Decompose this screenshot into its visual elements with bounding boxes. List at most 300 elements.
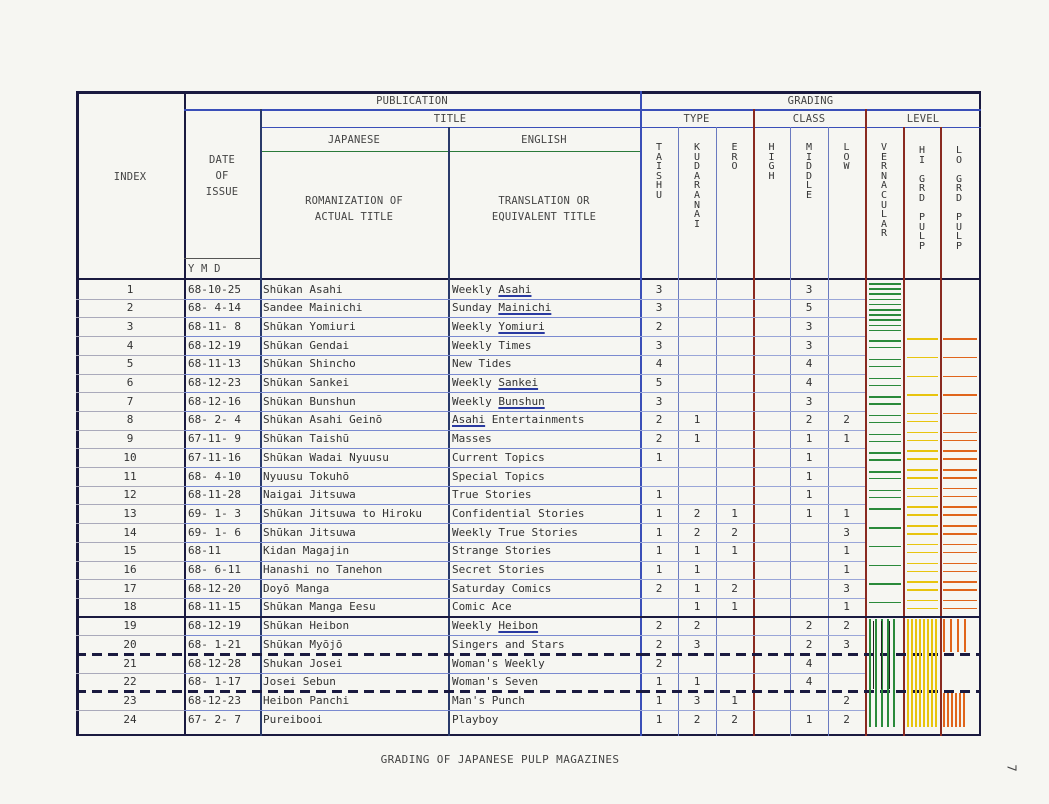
row-taishu: 3 bbox=[655, 338, 663, 352]
lo-grade-mark bbox=[943, 552, 977, 554]
row-english-title: Woman's Seven bbox=[452, 675, 539, 689]
row-separator-index bbox=[76, 467, 184, 468]
row-date: 69- 1- 6 bbox=[188, 525, 241, 539]
row-english-title: Weekly Times bbox=[452, 338, 532, 352]
vernacular-mark bbox=[869, 378, 901, 380]
row-japanese-title: Shūkan Heibon bbox=[263, 619, 350, 633]
row-dashed-separator bbox=[76, 690, 640, 693]
row-separator-grading bbox=[640, 374, 865, 375]
hi-grd-pulp-col-label: H I G R D P U L P bbox=[918, 145, 926, 252]
row-index: 2 bbox=[126, 301, 134, 315]
row-taishu: 5 bbox=[655, 376, 663, 389]
row-english-title: True Stories bbox=[452, 488, 532, 502]
japanese-header: JAPANESE bbox=[327, 134, 381, 146]
row-date: 67-11-16 bbox=[188, 450, 241, 464]
vernacular-mark bbox=[869, 340, 901, 342]
row-english-title: Playboy bbox=[452, 712, 499, 726]
row-taishu: 1 bbox=[655, 506, 663, 520]
hi-grade-mark bbox=[907, 394, 938, 396]
row-english-title: Strange Stories bbox=[452, 544, 552, 558]
row-index: 12 bbox=[123, 488, 137, 502]
row-date: 68-11-13 bbox=[188, 357, 241, 371]
lo-grade-mark bbox=[943, 563, 977, 565]
row-date: 68-12-23 bbox=[188, 693, 241, 707]
row-date: 68-12-19 bbox=[188, 338, 241, 352]
row-separator bbox=[184, 486, 640, 487]
row-english-title: Weekly Yomiuri bbox=[452, 319, 545, 333]
row-separator-grading bbox=[640, 542, 865, 543]
type-subdivider-1 bbox=[716, 127, 717, 736]
row-separator-grading bbox=[640, 336, 865, 337]
row-middle: 3 bbox=[805, 394, 813, 408]
lo-grade-mark bbox=[943, 450, 977, 452]
row-kudaranai: 3 bbox=[693, 693, 701, 707]
row-english-title: Sunday Mainichi bbox=[452, 301, 552, 315]
col-divider-level bbox=[865, 109, 867, 736]
row-separator-index bbox=[76, 523, 184, 524]
row-index: 1 bbox=[126, 282, 134, 296]
row-middle: 1 bbox=[805, 712, 813, 726]
row-index: 4 bbox=[126, 338, 134, 352]
vernacular-mark bbox=[869, 304, 901, 306]
lo-grade-stroke bbox=[947, 693, 949, 726]
hi-grade-mark bbox=[907, 477, 938, 479]
row-taishu: 1 bbox=[655, 544, 663, 558]
vernacular-mark bbox=[869, 288, 901, 290]
row-date: 68- 1-17 bbox=[188, 675, 241, 689]
hi-grade-mark bbox=[907, 376, 938, 378]
row-japanese-title: Shūkan Asahi Geinō bbox=[263, 413, 383, 427]
row-separator-index bbox=[76, 355, 184, 356]
vernacular-mark bbox=[869, 415, 901, 417]
row-separator-grading bbox=[640, 317, 865, 318]
row-ero: 2 bbox=[731, 581, 738, 595]
row-english-title: Woman's Weekly bbox=[452, 656, 545, 670]
row-japanese-title: Shūkan Bunshun bbox=[263, 394, 356, 408]
vernacular-mark bbox=[869, 347, 901, 348]
row-english-title: Saturday Comics bbox=[452, 581, 552, 595]
row-japanese-title: Naigai Jitsuwa bbox=[263, 488, 356, 502]
hi-grade-mark bbox=[907, 514, 938, 516]
row-separator-index bbox=[76, 579, 184, 580]
lo-grade-mark bbox=[943, 432, 977, 434]
vernacular-mark bbox=[869, 403, 901, 404]
vernacular-ink-stroke bbox=[873, 621, 874, 690]
row-taishu: 1 bbox=[655, 675, 663, 689]
low-col-label: L O W bbox=[843, 142, 850, 173]
row-separator-index bbox=[76, 504, 184, 505]
row-separator-index bbox=[76, 374, 184, 375]
row-japanese-title: Shukan Josei bbox=[263, 656, 343, 670]
vernacular-mark bbox=[869, 309, 901, 311]
row-taishu: 2 bbox=[655, 656, 663, 670]
jp-en-rule bbox=[260, 151, 640, 152]
row-index: 14 bbox=[123, 525, 137, 539]
vernacular-mark bbox=[869, 283, 901, 285]
lo-grade-mark bbox=[943, 533, 977, 535]
date-header-line1: DATE bbox=[208, 154, 236, 166]
level-header: LEVEL bbox=[906, 113, 940, 125]
row-separator-grading bbox=[640, 448, 865, 449]
row-middle: 3 bbox=[805, 338, 813, 352]
row-date: 68-11- 8 bbox=[188, 319, 241, 333]
row-separator-index bbox=[76, 448, 184, 449]
row-index: 22 bbox=[123, 675, 137, 689]
row-middle: 3 bbox=[805, 319, 813, 333]
row-taishu: 1 bbox=[655, 488, 663, 502]
row-taishu: 2 bbox=[655, 319, 663, 333]
row-separator-grading bbox=[640, 579, 865, 580]
row-index: 8 bbox=[126, 413, 134, 427]
row-japanese-title: Shūkan Sankei bbox=[263, 376, 350, 389]
row-separator-index bbox=[76, 299, 184, 300]
row-index: 24 bbox=[123, 712, 137, 726]
lo-grade-mark bbox=[943, 357, 977, 359]
outer-border-right bbox=[979, 91, 982, 736]
row-middle: 1 bbox=[805, 432, 813, 446]
hi-grade-stroke bbox=[931, 619, 933, 727]
vernacular-mark bbox=[869, 434, 901, 436]
lo-grade-mark bbox=[943, 544, 977, 546]
row-separator bbox=[184, 598, 640, 599]
hi-grade-mark bbox=[907, 421, 938, 423]
row-japanese-title: Shūkan Jitsuwa bbox=[263, 525, 356, 539]
hi-grade-mark bbox=[907, 589, 938, 591]
row-low: 3 bbox=[843, 525, 850, 539]
hi-grade-mark bbox=[907, 608, 938, 610]
row-separator-grading bbox=[640, 411, 865, 412]
hi-grade-stroke bbox=[923, 619, 925, 727]
row-separator-index bbox=[76, 411, 184, 412]
grading-sub-rule bbox=[640, 127, 981, 128]
row-separator bbox=[184, 355, 640, 356]
ero-col-label: E R O bbox=[731, 142, 738, 173]
row-index: 19 bbox=[123, 619, 137, 633]
row-separator bbox=[184, 336, 640, 337]
lo-grade-mark bbox=[943, 413, 977, 415]
vernacular-mark bbox=[869, 385, 901, 386]
hi-grade-mark bbox=[907, 496, 938, 498]
row-english-title: Weekly Sankei bbox=[452, 376, 539, 389]
row-japanese-title: Shūkan Yomiuri bbox=[263, 319, 356, 333]
row-english-title: Confidential Stories bbox=[452, 506, 585, 520]
row-index: 3 bbox=[126, 319, 134, 333]
lo-grade-mark bbox=[943, 376, 977, 378]
lo-grd-pulp-col-label: L O G R D P U L P bbox=[955, 145, 963, 252]
row-english-title: Singers and Stars bbox=[452, 637, 565, 651]
title-header: TITLE bbox=[433, 113, 467, 125]
vernacular-mark bbox=[869, 366, 901, 367]
row-index: 10 bbox=[123, 450, 137, 464]
index-header: INDEX bbox=[113, 171, 147, 183]
hi-grade-mark bbox=[907, 338, 938, 340]
vernacular-mark bbox=[869, 396, 901, 398]
row-kudaranai: 3 bbox=[693, 637, 701, 651]
row-date: 67-11- 9 bbox=[188, 432, 241, 446]
row-taishu: 1 bbox=[655, 450, 663, 464]
row-index: 16 bbox=[123, 563, 137, 576]
row-separator bbox=[184, 467, 640, 468]
row-date: 68-12-19 bbox=[188, 619, 241, 633]
vernacular-mark bbox=[869, 422, 901, 423]
row-japanese-title: Shūkan Asahi bbox=[263, 282, 343, 296]
row-english-title: Weekly Bunshun bbox=[452, 394, 545, 408]
row-taishu: 3 bbox=[655, 394, 663, 408]
page-caption: GRADING OF JAPANESE PULP MAGAZINES bbox=[380, 753, 620, 766]
lo-grade-mark bbox=[943, 571, 977, 573]
row-japanese-title: Hanashi no Tanehon bbox=[263, 563, 383, 576]
lo-grade-mark bbox=[943, 338, 977, 340]
title-rule bbox=[260, 127, 640, 128]
row-taishu: 1 bbox=[655, 525, 663, 539]
row-middle: 1 bbox=[805, 469, 813, 483]
row-english-title: Asahi Entertainments bbox=[452, 413, 585, 427]
row-separator bbox=[184, 392, 640, 393]
row-separator-grading bbox=[640, 355, 865, 356]
vernacular-mark bbox=[869, 359, 901, 361]
class-header: CLASS bbox=[792, 113, 826, 125]
row-japanese-title: Shūkan Gendai bbox=[263, 338, 350, 352]
row-separator-grading bbox=[640, 430, 865, 431]
row-middle: 4 bbox=[805, 376, 813, 389]
row-kudaranai: 2 bbox=[693, 525, 701, 539]
date-header-line2: OF bbox=[215, 170, 229, 182]
row-low: 1 bbox=[843, 506, 850, 520]
row-kudaranai: 1 bbox=[693, 544, 701, 558]
row-english-title: Weekly Asahi bbox=[452, 282, 532, 296]
row-index: 11 bbox=[123, 469, 137, 483]
row-ero: 1 bbox=[731, 544, 738, 558]
row-index: 18 bbox=[123, 600, 137, 614]
row-japanese-title: Shūkan Shincho bbox=[263, 357, 356, 371]
translation-header-2: EQUIVALENT TITLE bbox=[491, 211, 597, 223]
vernacular-mark bbox=[869, 490, 901, 492]
lo-grade-mark bbox=[943, 440, 977, 442]
row-low: 3 bbox=[843, 637, 850, 651]
lo-grade-stroke bbox=[964, 619, 966, 652]
row-kudaranai: 2 bbox=[693, 712, 701, 726]
hi-grade-mark bbox=[907, 581, 938, 583]
row-index: 15 bbox=[123, 544, 137, 558]
row-middle: 2 bbox=[805, 619, 813, 633]
row-english-title: Comic Ace bbox=[452, 600, 512, 614]
row-kudaranai: 1 bbox=[693, 600, 701, 614]
vernacular-mark bbox=[869, 319, 901, 321]
vernacular-mark bbox=[869, 459, 901, 460]
kudaranai-col-label: K U D A R A N A I bbox=[693, 142, 701, 230]
row-english-title: New Tides bbox=[452, 357, 512, 371]
lo-grade-stroke bbox=[950, 619, 952, 652]
lo-grade-mark bbox=[943, 608, 977, 610]
hi-grade-stroke bbox=[911, 619, 913, 727]
row-separator-index bbox=[76, 336, 184, 337]
hi-grade-mark bbox=[907, 432, 938, 434]
hi-grade-mark bbox=[907, 488, 938, 490]
row-separator-grading bbox=[640, 523, 865, 524]
vernacular-mark bbox=[869, 441, 901, 442]
row-middle: 4 bbox=[805, 656, 813, 670]
outer-border-bottom bbox=[76, 734, 981, 737]
row-separator-index bbox=[76, 710, 184, 711]
row-taishu: 2 bbox=[655, 581, 663, 595]
vernacular-mark bbox=[869, 508, 901, 510]
header-bottom-rule bbox=[76, 278, 981, 280]
lo-grade-mark bbox=[943, 506, 977, 508]
translation-header-1: TRANSLATION OR bbox=[498, 195, 590, 207]
row-date: 68-12-28 bbox=[188, 656, 241, 670]
row-middle: 4 bbox=[805, 675, 813, 689]
row-kudaranai: 1 bbox=[693, 413, 701, 427]
ymd-rule bbox=[184, 258, 260, 259]
row-separator bbox=[184, 710, 640, 711]
row-japanese-title: Josei Sebun bbox=[263, 675, 336, 689]
row-middle: 1 bbox=[805, 506, 813, 520]
hi-grade-stroke bbox=[919, 619, 921, 727]
lo-grade-mark bbox=[943, 477, 977, 479]
row-index: 21 bbox=[123, 656, 137, 670]
hi-grade-mark bbox=[907, 506, 938, 508]
row-low: 2 bbox=[843, 413, 850, 427]
row-separator-grading bbox=[640, 635, 865, 636]
row-index: 13 bbox=[123, 506, 137, 520]
row-separator bbox=[184, 673, 640, 674]
row-separator-grading bbox=[640, 392, 865, 393]
middle-col-label: M I D D L E bbox=[805, 142, 813, 201]
row-english-title: Man's Punch bbox=[452, 693, 525, 707]
row-date: 68-11 bbox=[188, 544, 222, 558]
row-japanese-title: Pureibooi bbox=[263, 712, 323, 726]
row-low: 2 bbox=[843, 693, 850, 707]
row-index: 7 bbox=[126, 394, 134, 408]
row-low: 1 bbox=[843, 563, 850, 576]
row-ero: 1 bbox=[731, 693, 738, 707]
row-ero: 1 bbox=[731, 600, 738, 614]
header-rule-1 bbox=[184, 109, 981, 111]
vernacular-mark bbox=[869, 471, 901, 473]
hi-grade-mark bbox=[907, 571, 938, 573]
lo-grade-mark bbox=[943, 525, 977, 527]
row-index: 9 bbox=[126, 432, 134, 446]
row-ero: 1 bbox=[731, 506, 738, 520]
row-kudaranai: 1 bbox=[693, 675, 701, 689]
row-separator bbox=[184, 411, 640, 412]
row-separator-grading bbox=[640, 710, 865, 711]
row-taishu: 3 bbox=[655, 301, 663, 315]
row-separator-grading bbox=[640, 486, 865, 487]
row-date: 68-11-28 bbox=[188, 488, 241, 502]
hi-grade-stroke bbox=[935, 619, 937, 727]
row-japanese-title: Shūkan Jitsuwa to Hiroku bbox=[263, 506, 422, 520]
vernacular-mark bbox=[869, 299, 901, 301]
row-date: 68-12-20 bbox=[188, 581, 241, 595]
lo-grade-mark bbox=[943, 589, 977, 591]
row-date: 68- 1-21 bbox=[188, 637, 241, 651]
hi-grade-mark bbox=[907, 544, 938, 546]
hi-grade-stroke bbox=[927, 619, 929, 727]
row-separator bbox=[184, 542, 640, 543]
row-separator bbox=[184, 635, 640, 636]
vernacular-col-label: V E R N A C U L A R bbox=[880, 142, 888, 240]
row-separator-index bbox=[76, 561, 184, 562]
grading-table bbox=[76, 91, 981, 736]
vernacular-stroke bbox=[893, 619, 895, 727]
publication-header: PUBLICATION bbox=[376, 95, 448, 107]
taishu-col-label: T A I S H U bbox=[655, 142, 663, 201]
row-kudaranai: 2 bbox=[693, 619, 701, 633]
hi-grade-mark bbox=[907, 552, 938, 554]
row-separator-grading bbox=[640, 598, 865, 599]
vernacular-mark bbox=[869, 293, 901, 295]
row-japanese-title: Shūkan Myōjō bbox=[263, 637, 343, 651]
row-date: 68-12-16 bbox=[188, 394, 241, 408]
lo-grade-stroke bbox=[943, 693, 945, 726]
vernacular-stroke bbox=[875, 619, 877, 727]
row-index: 23 bbox=[123, 693, 137, 707]
row-date: 67- 2- 7 bbox=[188, 712, 241, 726]
vernacular-mark bbox=[869, 497, 901, 498]
row-kudaranai: 1 bbox=[693, 581, 701, 595]
row-kudaranai: 1 bbox=[693, 563, 701, 576]
row-date: 68-10-25 bbox=[188, 282, 241, 296]
col-divider-class bbox=[753, 109, 755, 736]
row-japanese-title: Nyuusu Tokuhō bbox=[263, 469, 350, 483]
vernacular-mark bbox=[869, 546, 901, 548]
vernacular-mark bbox=[869, 452, 901, 454]
date-header-line3: ISSUE bbox=[205, 186, 239, 198]
lo-grade-mark bbox=[943, 514, 977, 516]
row-date: 68-12-23 bbox=[188, 376, 241, 389]
hi-grade-mark bbox=[907, 563, 938, 565]
lo-grade-mark bbox=[943, 458, 977, 460]
row-separator bbox=[184, 579, 640, 580]
row-separator-grading bbox=[640, 299, 865, 300]
hi-grade-mark bbox=[907, 458, 938, 460]
row-kudaranai: 2 bbox=[693, 506, 701, 520]
row-kudaranai: 1 bbox=[693, 432, 701, 446]
row-separator bbox=[184, 374, 640, 375]
lo-grade-mark bbox=[943, 496, 977, 498]
row-low: 2 bbox=[843, 619, 850, 633]
row-separator bbox=[184, 523, 640, 524]
hi-grade-mark bbox=[907, 525, 938, 527]
vernacular-mark bbox=[869, 314, 901, 316]
row-low: 1 bbox=[843, 432, 850, 446]
row-taishu: 1 bbox=[655, 693, 663, 707]
hi-grade-mark bbox=[907, 440, 938, 442]
row-separator-index bbox=[76, 598, 184, 599]
hi-grade-mark bbox=[907, 357, 938, 359]
level-subdivider-lo bbox=[940, 127, 942, 736]
row-taishu: 1 bbox=[655, 712, 663, 726]
lo-grade-stroke bbox=[959, 693, 961, 726]
lo-grade-stroke bbox=[957, 619, 959, 652]
row-taishu: 2 bbox=[655, 619, 663, 633]
row-separator-grading bbox=[640, 561, 865, 562]
row-japanese-title: Shūkan Manga Eesu bbox=[263, 600, 376, 614]
row-index: 6 bbox=[126, 376, 134, 389]
row-date: 68- 2- 4 bbox=[188, 413, 241, 427]
vernacular-mark bbox=[869, 602, 901, 604]
hi-grade-mark bbox=[907, 413, 938, 415]
row-date: 68- 6-11 bbox=[188, 563, 241, 576]
lo-grade-mark bbox=[943, 394, 977, 396]
vernacular-ink-stroke bbox=[889, 621, 890, 690]
row-separator-grading bbox=[640, 504, 865, 505]
lo-grade-stroke bbox=[951, 693, 953, 726]
vernacular-mark bbox=[869, 478, 901, 479]
english-header: ENGLISH bbox=[521, 134, 567, 146]
grading-header: GRADING bbox=[787, 95, 834, 107]
